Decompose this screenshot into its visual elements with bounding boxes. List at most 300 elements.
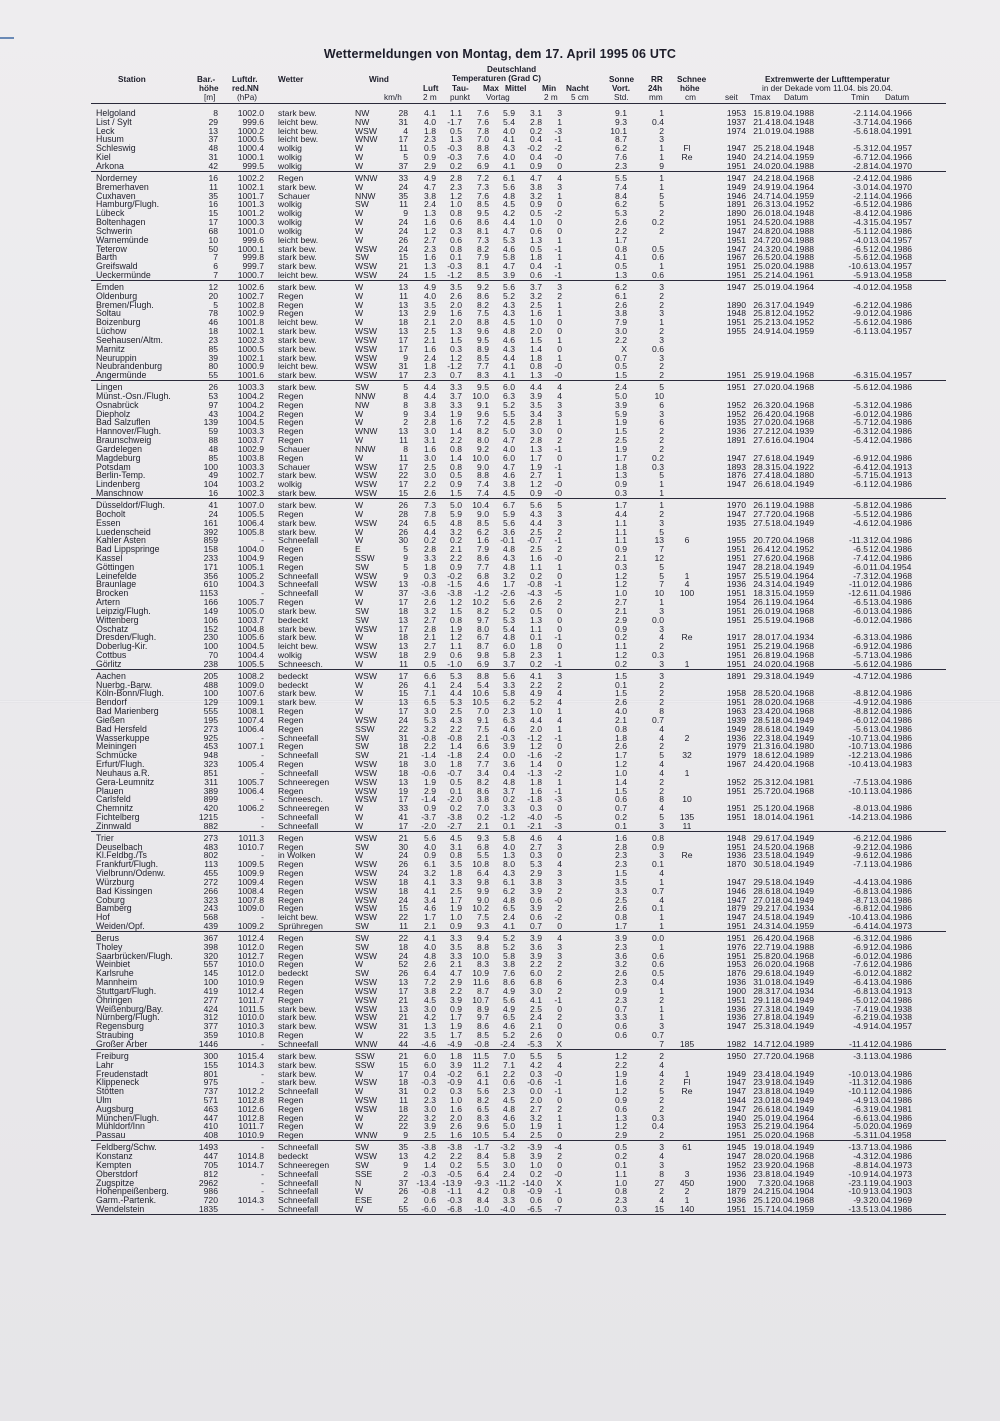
table-cell: - — [261, 767, 264, 778]
table-cell: -4.3 — [853, 1151, 868, 1162]
table-cell: 2.3 — [503, 1086, 515, 1097]
table-cell: 999.5 — [242, 160, 264, 171]
table-cell: 12.04.1986 — [869, 688, 913, 699]
table-cell: 3.0 — [424, 1003, 436, 1014]
table-cell: 28 — [398, 508, 408, 519]
table-cell: 17 — [398, 597, 408, 608]
table-cell: 7.6 — [477, 116, 489, 127]
table-cell: 2 — [659, 697, 664, 708]
table-cell: 2.1 — [615, 552, 627, 563]
table-cell: -4.0 — [853, 281, 868, 292]
table-cell: 1948 — [726, 308, 746, 319]
table-cell: 5.6 — [503, 517, 515, 528]
table-cell: 20.04.1988 — [771, 261, 815, 272]
table-cell: -7.4 — [853, 552, 868, 563]
table-cell: 2 — [403, 1195, 408, 1206]
table-cell: 13.04.1986 — [869, 1112, 913, 1123]
table-cell: 1012.2 — [237, 1086, 264, 1097]
table-cell: 17 — [398, 1068, 408, 1079]
group-separator — [91, 669, 946, 670]
table-cell: 0.2 — [450, 803, 462, 814]
table-cell: 48 — [208, 143, 218, 154]
table-cell: 2.7 — [615, 597, 627, 608]
table-cell: -2 — [554, 750, 562, 761]
table-cell: - — [261, 912, 264, 923]
table-cell: 4.6 — [503, 334, 515, 345]
table-cell: stark bew. — [278, 632, 317, 643]
table-cell: 4 — [557, 688, 562, 699]
table-cell: 5.6 — [477, 1086, 489, 1097]
table-cell: Regen — [278, 435, 304, 446]
table-cell: 8.7 — [477, 985, 489, 996]
table-cell: 1008.2 — [237, 670, 264, 681]
table-cell: 14.7 — [753, 1038, 770, 1049]
table-cell: 4.5 — [424, 994, 436, 1005]
table-cell: 9.7 — [477, 614, 489, 625]
table-cell: 1.2 — [615, 1050, 627, 1061]
table-cell: 2.5 — [530, 1003, 542, 1014]
table-cell: 3 — [659, 1159, 664, 1170]
table-cell: 20.04.1968 — [771, 535, 815, 546]
table-cell: 11 — [399, 143, 408, 154]
table-cell: 7.5 — [477, 912, 489, 923]
table-cell: 7.5 — [477, 723, 489, 734]
table-cell: 3.6 — [503, 759, 515, 770]
table-cell: 1937 — [726, 116, 746, 127]
table-cell: 6 — [213, 261, 218, 272]
table-cell: 4 — [659, 723, 664, 734]
station-name: Görlitz — [96, 658, 122, 669]
table-cell: 12.04.1986 — [869, 435, 913, 446]
table-cell: -11.3 — [849, 1077, 868, 1088]
table-cell: 14.04.1966 — [869, 108, 913, 118]
table-cell: 3.2 — [615, 959, 627, 970]
station-name: Kl.Feldbg./Ts — [96, 850, 147, 861]
table-cell: 15 — [398, 488, 408, 499]
table-cell: in Wolken — [278, 850, 316, 861]
table-cell: -8.8 — [853, 1159, 868, 1170]
table-cell: 356 — [203, 570, 218, 581]
table-cell: 10.5 — [472, 1130, 489, 1141]
table-cell: 12.04.1968 — [869, 570, 913, 581]
table-cell: 4 — [659, 767, 664, 778]
table-cell: N — [355, 1177, 362, 1188]
table-cell: 1 — [659, 479, 664, 490]
table-cell: 0 — [557, 217, 562, 228]
table-cell: 7.9 — [477, 252, 489, 263]
table-cell: 5.2 — [503, 1030, 515, 1041]
table-cell: 14.04.1966 — [869, 190, 913, 201]
table-cell: 1005.7 — [237, 776, 264, 787]
table-cell: 4 — [659, 1195, 664, 1206]
table-cell: 9.5 — [477, 382, 489, 393]
table-cell: 3 — [659, 517, 664, 528]
table-cell: 1.0 — [450, 199, 462, 210]
table-cell: 0.2 — [450, 160, 462, 171]
table-cell: 4.8 — [503, 894, 515, 905]
table-cell: 20.04.1988 — [771, 243, 815, 254]
table-cell: 243 — [203, 903, 218, 914]
table-cell: 3.3 — [503, 1195, 515, 1206]
table-cell: Schneeregen — [278, 803, 330, 814]
table-cell: 19.04.1964 — [771, 1121, 815, 1132]
table-cell: 12.04.1986 — [869, 508, 913, 519]
table-cell: 1000.1 — [237, 243, 264, 254]
station-name: Magdeburg — [96, 452, 141, 463]
table-cell: Schneefall — [278, 732, 319, 743]
table-cell: 28.6 — [753, 885, 770, 896]
table-cell: 1979 — [726, 741, 746, 752]
table-cell: 1951 — [726, 650, 746, 660]
table-cell: 9.0 — [477, 894, 489, 905]
station-name: Wendelstein — [96, 1204, 145, 1215]
table-cell: 3 — [659, 281, 664, 292]
table-cell: 3.0 — [424, 759, 436, 770]
table-cell: 14.04.1961 — [771, 811, 815, 822]
table-cell: 1 — [659, 152, 664, 163]
table-cell: 0.6 — [615, 1030, 627, 1041]
table-cell: 12.04.1986 — [869, 417, 913, 428]
station-name: Lüchow — [96, 326, 127, 337]
table-cell: Re — [681, 632, 693, 643]
table-cell: 2 — [557, 526, 562, 537]
table-cell: 27 — [654, 1177, 664, 1188]
table-cell: Schauer — [278, 461, 311, 472]
table-cell: 12.04.1981 — [771, 776, 815, 787]
table-cell: -5.6 — [853, 317, 868, 328]
table-cell: 5.6 — [503, 181, 515, 192]
table-cell: 2.2 — [424, 479, 436, 490]
table-cell: 8.6 — [477, 1021, 489, 1032]
table-cell: 2.3 — [424, 243, 436, 254]
table-cell: 19.04.1964 — [771, 181, 815, 192]
table-cell: Fl — [683, 1077, 691, 1088]
table-cell: 18.04.1949 — [771, 1086, 815, 1097]
table-cell: 27.5 — [753, 517, 770, 528]
table-cell: 3.8 — [424, 399, 436, 410]
table-cell: 3.9 — [530, 933, 542, 944]
table-cell: 0.6 — [450, 217, 462, 228]
table-cell: 13 — [398, 977, 408, 988]
table-cell: -2 — [554, 912, 562, 923]
table-cell: 18.04.1949 — [771, 977, 815, 988]
table-cell: -1.8 — [527, 794, 542, 805]
table-cell: Regen — [278, 706, 304, 717]
table-cell: -6.3 — [853, 426, 868, 437]
table-cell: WSW — [355, 912, 377, 923]
table-cell: 1891 — [726, 670, 746, 681]
table-cell: -8.7 — [853, 894, 868, 905]
table-cell: 1953 — [726, 1121, 746, 1132]
table-cell: -4.9 — [853, 1094, 868, 1105]
table-cell: 12.04.1986 — [869, 243, 913, 254]
table-cell: 28.5 — [753, 714, 770, 725]
table-cell: X — [556, 1038, 562, 1049]
table-cell: -2.8 — [853, 160, 868, 171]
table-cell: 2.9 — [424, 160, 436, 171]
table-cell: 4 — [659, 868, 664, 879]
table-cell: 17 — [398, 334, 408, 345]
table-cell: 2.3 — [503, 706, 515, 717]
table-cell: 4.0 — [615, 706, 627, 717]
table-cell: 882 — [203, 820, 218, 831]
table-cell: 8 — [659, 706, 664, 717]
table-cell: -3.8 — [421, 1142, 436, 1153]
table-cell: 13.04.1986 — [869, 750, 913, 761]
table-cell: 1951 — [726, 605, 746, 616]
station-name: Leipzig/Flugh. — [96, 605, 151, 616]
table-cell: Regen — [278, 985, 304, 996]
table-cell: 4.9 — [530, 688, 542, 699]
table-cell: 4.0 — [503, 443, 515, 454]
table-cell: 1004.9 — [237, 552, 264, 563]
table-cell: 1 — [557, 234, 562, 245]
table-cell: Regen — [278, 977, 304, 988]
table-cell: 0.1 — [615, 679, 627, 690]
station-name: Plauen — [96, 785, 124, 796]
table-cell: 2.2 — [450, 435, 462, 446]
table-cell: -3.0 — [853, 181, 868, 192]
table-cell: stark bew. — [278, 526, 317, 537]
table-cell: 24 — [398, 850, 408, 861]
table-cell: 24.2 — [753, 1186, 770, 1197]
table-cell: 1 — [659, 912, 664, 923]
table-cell: 0.2 — [615, 658, 627, 669]
table-cell: 20.04.1969 — [869, 1195, 913, 1206]
table-cell: 1.2 — [615, 650, 627, 660]
table-cell: 20.04.1968 — [771, 1151, 815, 1162]
table-cell: 4.4 — [530, 517, 542, 528]
table-cell: 3.8 — [477, 794, 489, 805]
table-cell: 2 — [403, 417, 408, 428]
table-cell: WSW — [355, 326, 377, 337]
table-cell: 0 — [557, 1159, 562, 1170]
table-cell: 2 — [659, 208, 664, 219]
table-cell: 10.5 — [472, 697, 489, 708]
table-cell: 0 — [557, 225, 562, 236]
table-cell: 4.8 — [503, 544, 515, 555]
station-name: Klippeneck — [96, 1077, 140, 1088]
table-cell: 18.04.1949 — [771, 1021, 815, 1032]
table-cell: 1.6 — [450, 1103, 462, 1114]
table-cell: -1 — [554, 658, 562, 669]
table-cell: 1.1 — [615, 535, 627, 546]
table-cell: WSW — [355, 876, 377, 887]
station-name: Saarbrücken/Flugh. — [96, 950, 173, 961]
table-cell: 1.3 — [530, 614, 542, 625]
table-cell: 5.6 — [503, 597, 515, 608]
station-name: Lahr — [96, 1059, 114, 1070]
table-cell: 4.0 — [424, 841, 436, 852]
table-cell: 9.8 — [477, 876, 489, 887]
table-cell: 2 — [557, 959, 562, 970]
table-cell: 12.04.1986 — [869, 317, 913, 328]
table-cell: 1 — [659, 488, 664, 499]
table-cell: -5.8 — [853, 500, 868, 511]
table-cell: -10.1 — [848, 1086, 868, 1097]
table-cell: 12.04.1952 — [771, 308, 815, 319]
table-cell: 20.04.1968 — [771, 803, 815, 814]
table-cell: 9.2 — [477, 443, 489, 454]
table-cell: -6.9 — [853, 641, 868, 652]
table-cell: 8.8 — [477, 670, 489, 681]
table-cell: 2.1 — [424, 317, 436, 328]
table-cell: 0.3 — [424, 570, 436, 581]
table-cell: 1002.7 — [237, 290, 264, 301]
table-cell: 17 — [208, 217, 218, 228]
table-cell: W — [355, 811, 364, 822]
table-cell: 9 — [403, 352, 408, 363]
table-cell: 2.2 — [424, 741, 436, 752]
table-cell: WSW — [355, 579, 377, 590]
table-cell: 273 — [203, 832, 218, 843]
table-cell: -10.4 — [848, 759, 868, 770]
table-cell: 13.04.1986 — [869, 741, 913, 752]
table-cell: 24.7 — [753, 190, 770, 201]
table-cell: -7.5 — [853, 776, 868, 787]
station-name: Braunlage — [96, 579, 137, 590]
station-name: Köln-Bonn/Flugh. — [96, 688, 164, 699]
table-cell: 8.6 — [477, 217, 489, 228]
table-cell: Regen — [278, 994, 304, 1005]
table-cell: 6.6 — [424, 670, 436, 681]
table-cell: 0.5 — [450, 776, 462, 787]
table-cell: 6.5 — [503, 1012, 515, 1023]
header-temp: Temperaturen (Grad C) — [452, 74, 542, 83]
table-cell: 25.5 — [753, 614, 770, 625]
table-cell: 1.9 — [530, 1121, 542, 1132]
table-cell: -8.0 — [853, 803, 868, 814]
table-cell: -5.3 — [527, 1038, 542, 1049]
table-cell: 15.04.1913 — [869, 470, 913, 481]
table-cell: 5 — [659, 382, 664, 393]
table-cell: 1003.7 — [237, 435, 264, 446]
table-cell: 22.3 — [753, 732, 770, 743]
table-cell: 18.04.1949 — [771, 968, 815, 979]
table-cell: 1 — [659, 876, 664, 887]
table-cell: Regen — [278, 299, 304, 310]
table-cell: 20.04.1988 — [771, 252, 815, 263]
header-nacht2: 5 cm — [571, 93, 589, 102]
table-cell: 1 — [557, 470, 562, 481]
table-cell: 3.9 — [530, 903, 542, 914]
table-cell: 4 — [557, 859, 562, 870]
table-cell: 155 — [203, 1059, 218, 1070]
table-cell: 3 — [557, 181, 562, 192]
table-cell: 2962 — [198, 1177, 218, 1188]
table-cell: 4.0 — [503, 841, 515, 852]
table-cell: W — [355, 850, 364, 861]
table-cell: 9.3 — [477, 921, 489, 931]
table-cell: -1.5 — [447, 579, 462, 590]
table-cell: 0.1 — [652, 859, 664, 870]
table-cell: W — [355, 803, 364, 814]
table-cell: -0.2 — [447, 570, 462, 581]
table-cell: 13 — [398, 614, 408, 625]
table-cell: 1951 — [726, 588, 746, 599]
table-cell: 2.2 — [450, 723, 462, 734]
table-cell: 7.9 — [615, 317, 627, 328]
table-cell: 2 — [659, 290, 664, 301]
table-cell: 85 — [208, 343, 218, 354]
table-cell: -6.0 — [853, 714, 868, 725]
table-cell: - — [261, 732, 264, 743]
header-wind: Wind — [369, 75, 389, 84]
table-cell: -6.3 — [853, 632, 868, 643]
table-cell: 4.9 — [424, 281, 436, 292]
table-cell: 1.0 — [530, 217, 542, 228]
table-cell: WSW — [355, 125, 377, 136]
table-cell: 6.2 — [615, 281, 627, 292]
table-cell: 12.04.1939 — [771, 426, 815, 437]
table-cell: 1947 — [726, 894, 746, 905]
table-cell: 7 — [659, 579, 664, 590]
table-cell: 1008.4 — [237, 885, 264, 896]
table-cell: 1.7 — [615, 750, 627, 761]
table-cell: 9.1 — [477, 399, 489, 410]
table-cell: -6.8 — [853, 985, 868, 996]
header-datum1: Datum — [784, 93, 809, 102]
table-cell: 3.3 — [450, 399, 462, 410]
table-cell: 61 — [682, 1142, 692, 1153]
station-name: Luedenscheid — [96, 526, 151, 537]
table-cell: 14.04.1957 — [869, 1021, 913, 1032]
table-cell: 2 — [659, 361, 664, 372]
table-cell: 5.6 — [503, 994, 515, 1005]
table-cell: 27.7 — [753, 1050, 770, 1061]
table-cell: Regen — [278, 785, 304, 796]
table-cell: 0.8 — [450, 208, 462, 219]
table-cell: -5.6 — [853, 658, 868, 669]
table-cell: 12.04.1966 — [869, 152, 913, 163]
table-cell: 2.5 — [530, 299, 542, 310]
table-cell: 3.7 — [503, 785, 515, 796]
table-cell: 18 — [398, 650, 408, 660]
table-cell: 1.6 — [450, 417, 462, 428]
table-cell: -13.4 — [416, 1177, 436, 1188]
table-cell: stark bew. — [278, 1068, 317, 1079]
table-cell: -6.9 — [853, 941, 868, 952]
table-cell: -7 — [554, 1204, 562, 1215]
table-cell: 359 — [203, 1030, 218, 1041]
table-cell: WSW — [355, 868, 377, 879]
table-cell: 1 — [659, 317, 664, 328]
table-cell: 4.7 — [530, 172, 542, 183]
table-cell: wolkig — [278, 152, 302, 163]
station-name: Mühldorf/Inn — [96, 1121, 145, 1132]
table-cell: 8.1 — [477, 225, 489, 236]
table-cell: 2 — [659, 1130, 664, 1141]
table-cell: 1.6 — [424, 217, 436, 228]
table-cell: 3.1 — [450, 841, 462, 852]
table-cell: Regen — [278, 894, 304, 905]
table-cell: 0 — [557, 426, 562, 437]
table-cell: 25.5 — [753, 570, 770, 581]
table-cell: 1005.2 — [237, 570, 264, 581]
table-cell: 9.2 — [477, 281, 489, 292]
table-cell: 1949 — [726, 181, 746, 192]
table-cell: 1.9 — [615, 1068, 627, 1079]
table-cell: 3.2 — [530, 1112, 542, 1123]
table-cell: 9.6 — [477, 326, 489, 337]
table-cell: 1947 — [726, 143, 746, 154]
table-cell: 6.4 — [477, 868, 489, 879]
table-cell: 2 — [557, 903, 562, 914]
table-cell: 13.04.1986 — [869, 605, 913, 616]
table-cell: 1.5 — [615, 688, 627, 699]
table-cell: 8.2 — [477, 605, 489, 616]
table-cell: -5.9 — [853, 269, 868, 280]
